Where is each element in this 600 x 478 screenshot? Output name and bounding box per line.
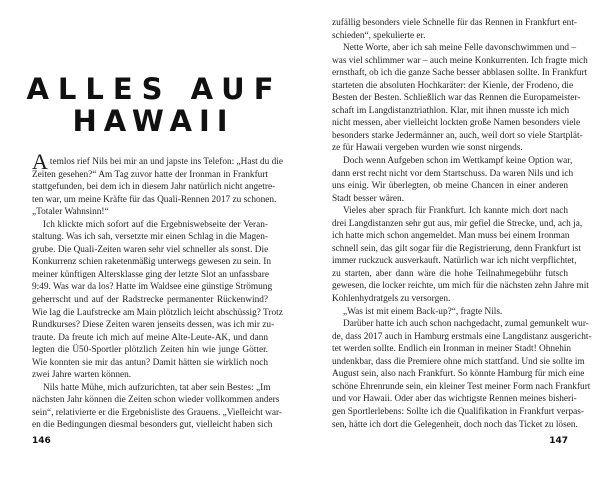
text-line-content: de, dass 2017 auch in Hamburg erstmals eine Langdistanz ausgericht-: [332, 331, 592, 342]
text-line-content: Kohlenhydratgels zu versorgen.: [332, 294, 451, 305]
text-line: [332, 280, 589, 293]
text-line-content: sen, hätte ich dort die Gelegenheit, doch noch das Ticket zu lösen.: [332, 419, 578, 430]
page-number-left: 146: [32, 436, 51, 446]
text-line: [32, 244, 268, 257]
text-line: [332, 117, 581, 130]
text-line-content: „Totaler Wahnsinn!“: [32, 207, 109, 218]
text-line-content: grube. Die Quali-Zeiten waren sehr viel schneller als sonst. Die: [32, 244, 269, 255]
left-body-text: [32, 149, 283, 432]
text-line: [332, 393, 577, 406]
text-line: [32, 394, 280, 407]
text-line-content: Doch wenn Aufgeben schon im Wettkampf keine Option war,: [343, 156, 573, 167]
text-line-content: geherrscht und auf der Radstrecke permanenter Rückenwind?: [32, 295, 268, 306]
text-line-content: temlos rief Nils bei mir an und japste ins Telefon: „Hast du die: [49, 157, 283, 167]
text-line: [332, 17, 578, 30]
text-line-content: Besten der Besten. Schließlich war das Rennen die Europameister-: [332, 93, 581, 104]
text-line-content: Ich klickte mich sofort auf die Ergebniswebseite der Veran-: [43, 219, 268, 230]
text-line: [332, 155, 573, 168]
text-line-content: Nette Worte, aber ich sah meine Felle davonschwimmen und –: [343, 43, 576, 54]
text-line-content: schaft im Langdistanztriathlon. Klar, mit ihnen musste ich mich: [332, 105, 570, 116]
text-line-content: staltung. Was ich sah, versetzte mir einen Schlag in die Magen-: [32, 232, 268, 243]
text-line: [32, 149, 283, 174]
text-line: [332, 205, 568, 218]
text-line: [32, 419, 273, 432]
drop-cap: A: [32, 149, 48, 174]
text-line-content: Wie lag die Laufstrecke am Main plötzlich leicht abschüssig? Trotz: [32, 307, 283, 318]
text-line: [332, 80, 574, 93]
text-line: [332, 230, 568, 243]
page-number-right: 147: [549, 436, 568, 446]
text-line: [32, 369, 268, 382]
text-line-content: Vieles aber sprach für Frankfurt. Ich kannte mich dort nach: [343, 206, 568, 217]
text-line: [32, 256, 272, 269]
text-line-content: Stadt besser wären.: [332, 193, 405, 204]
text-line-content: zufällig besonders viele Schnelle für das Rennen in Frankfurt ent-: [332, 18, 578, 28]
text-line-content: Nils hatte Mühe, mich aufzurichten, tat aber sein Bestes: „Im: [43, 382, 271, 393]
text-line: [332, 92, 581, 105]
text-line-content: nächsten Jahr können die Zeiten schon wieder vollkommen anders: [32, 395, 280, 406]
text-line: [32, 319, 275, 332]
text-line-content: Konkurrenz schien raketenmäßig unterwegs gewesen zu sein. In: [32, 257, 272, 268]
text-line-content: was viel schlimmer war – auch meine Konkurrenten. Ich fragte mich: [332, 55, 588, 66]
text-line-content: schnell sein, das gilt sogar für die Registrierung, denn Frankfurt ist: [332, 243, 581, 254]
text-line: [332, 293, 568, 306]
text-line-content: nicht messen, aber vielleicht lockten große Namen besonders viele: [332, 118, 581, 129]
text-line: [32, 344, 268, 357]
text-line-content: uns einig. Wir überlegten, ob meine Chancen in einer anderen: [332, 181, 568, 192]
text-line-content: ernsthaft, ob ich die ganze Sache besser abblasen sollte. In Frankfurt: [332, 68, 588, 79]
text-line-content: zwei Jahre warten können.: [32, 370, 132, 381]
text-line-content: traute. Da freute ich mich auf meine Alte-Leute-AK, und dann: [32, 332, 268, 343]
text-line-content: undenkbar, dass die Premiere ohne mich stattfand. Und sie sollte im: [332, 356, 585, 367]
text-line-content: ten war, um meine Kräfte für das Quali-Rennen 2017 zu schonen.: [32, 194, 277, 205]
text-line: [332, 193, 568, 206]
text-line-content: meiner künftigen Altersklasse ging der letzte Slot an unfassbare: [32, 269, 270, 280]
text-line-content: drei Langdistanzen sehr gut aus, mir gefiel die Strecke, und, ach ja,: [332, 218, 583, 229]
text-line: [32, 357, 268, 370]
text-line: [332, 318, 589, 331]
text-line: [332, 381, 591, 394]
text-line-content: tet werden sollte. Endlich ein Ironman in meiner Stadt! Ohnehin: [332, 344, 572, 355]
text-line: [332, 331, 592, 344]
text-line-content: immer ruckzuck ausverkauft. Natürlich war ich nicht verpflichtet,: [332, 256, 577, 267]
text-line: [332, 306, 568, 319]
chapter-title-line-2: HAWAII: [72, 104, 235, 138]
text-line: [332, 55, 588, 68]
text-line: [32, 294, 268, 307]
right-body-text: [332, 17, 592, 431]
text-line-content: ich hatte mich schon angemeldet. Man muss bei einem Ironman: [332, 231, 570, 242]
text-line-content: legten die Ü50-Sportler plötzlich Zeiten hin wie junge Götter.: [32, 345, 268, 356]
text-line: [32, 269, 268, 282]
text-line: [32, 194, 277, 207]
text-line-content: sein“, relativierte er die Ergebnisliste des Grauens. „Vielleicht war-: [32, 407, 282, 418]
text-line: [332, 142, 568, 155]
text-line: [332, 30, 568, 43]
text-line: [332, 406, 584, 419]
text-line: [332, 67, 588, 80]
text-line: [32, 219, 268, 232]
text-line: [32, 281, 273, 294]
text-line: [32, 231, 268, 244]
text-line-content: zu starten, aber dann wäre die hohe Teilnahmegebühr futsch: [332, 268, 568, 279]
text-line-content: schöne Ehrenrunde sein, ein kleiner Test meiner Form nach Frankfurt: [332, 381, 591, 392]
chapter-title-line-1: ALLES AUF: [26, 72, 283, 106]
right-page: [300, 0, 600, 478]
text-line: [32, 407, 282, 420]
text-line-content: starteten die absoluten Hochkaräter: der Kienle, der Frodeno, die: [332, 80, 574, 91]
text-line-content: stattgefunden, bei dem ich in diesem Jahr natürlich nicht angetre-: [32, 182, 276, 193]
text-line-content: 9:49. Was war da los? Hatte im Waldsee eine günstige Strömung: [32, 282, 273, 293]
text-line-content: dann erst recht nicht vor dem Startschuss. Da waren Nils und ich: [332, 168, 574, 179]
text-line: [32, 332, 268, 345]
text-line-content: August sein, also nach Frankfurt. So könnte Hamburg für mich eine: [332, 369, 585, 380]
text-line: [332, 105, 568, 118]
text-line: [332, 180, 568, 193]
text-line: [332, 42, 576, 55]
text-line: [332, 218, 583, 231]
text-line: [332, 168, 574, 181]
text-line: [32, 181, 276, 194]
text-line: [32, 382, 271, 395]
text-line: [332, 130, 583, 143]
text-line: [332, 419, 578, 432]
text-line-content: ze für Hawaii vergeben wurden wie sonst nirgends.: [332, 143, 523, 154]
text-line: [332, 243, 581, 256]
text-line: [32, 307, 283, 320]
text-line: [332, 268, 568, 281]
text-line: [332, 356, 585, 369]
text-line-content: schieden“, spekulierte er.: [332, 30, 426, 41]
text-line: [332, 368, 585, 381]
text-line-content: gen Sportlerlebens: Sollte ich die Qualifikation in Frankfurt verpas-: [332, 406, 584, 417]
text-line-content: Darüber hatte ich auch schon nachgedacht, zumal gemunkelt wur-: [343, 319, 589, 330]
text-line-content: Rundkurses? Diese Zeiten waren jenseits dessen, was ich mir zu-: [32, 320, 275, 331]
text-line-content: en die Bedingungen diesmal besonders gut, vielleicht haben sich: [32, 420, 273, 431]
text-line-content: Zeiten gesehen?“ Am Tag zuvor hatte der Ironman in Frankfurt: [32, 169, 268, 180]
text-line-content: Wie konnten sie mir das antun? Damit hätten sie wirklich noch: [32, 357, 268, 368]
text-line: [32, 206, 268, 219]
text-line-content: gewesen, die locker reichte, um mich für die nächsten zehn Jahre mit: [332, 281, 589, 292]
text-line: [332, 255, 577, 268]
text-line-content: und vor Hawaii. Oder aber das wichtigste Rennen meines bisheri-: [332, 394, 577, 405]
text-line-content: „Was ist mit einem Back-up?“, fragte Nils.: [343, 306, 503, 317]
text-line: [332, 343, 572, 356]
text-line-content: besonders starke Jedermänner an, auch, weil dort so viele Startplät-: [332, 130, 583, 141]
text-line: [32, 169, 268, 182]
